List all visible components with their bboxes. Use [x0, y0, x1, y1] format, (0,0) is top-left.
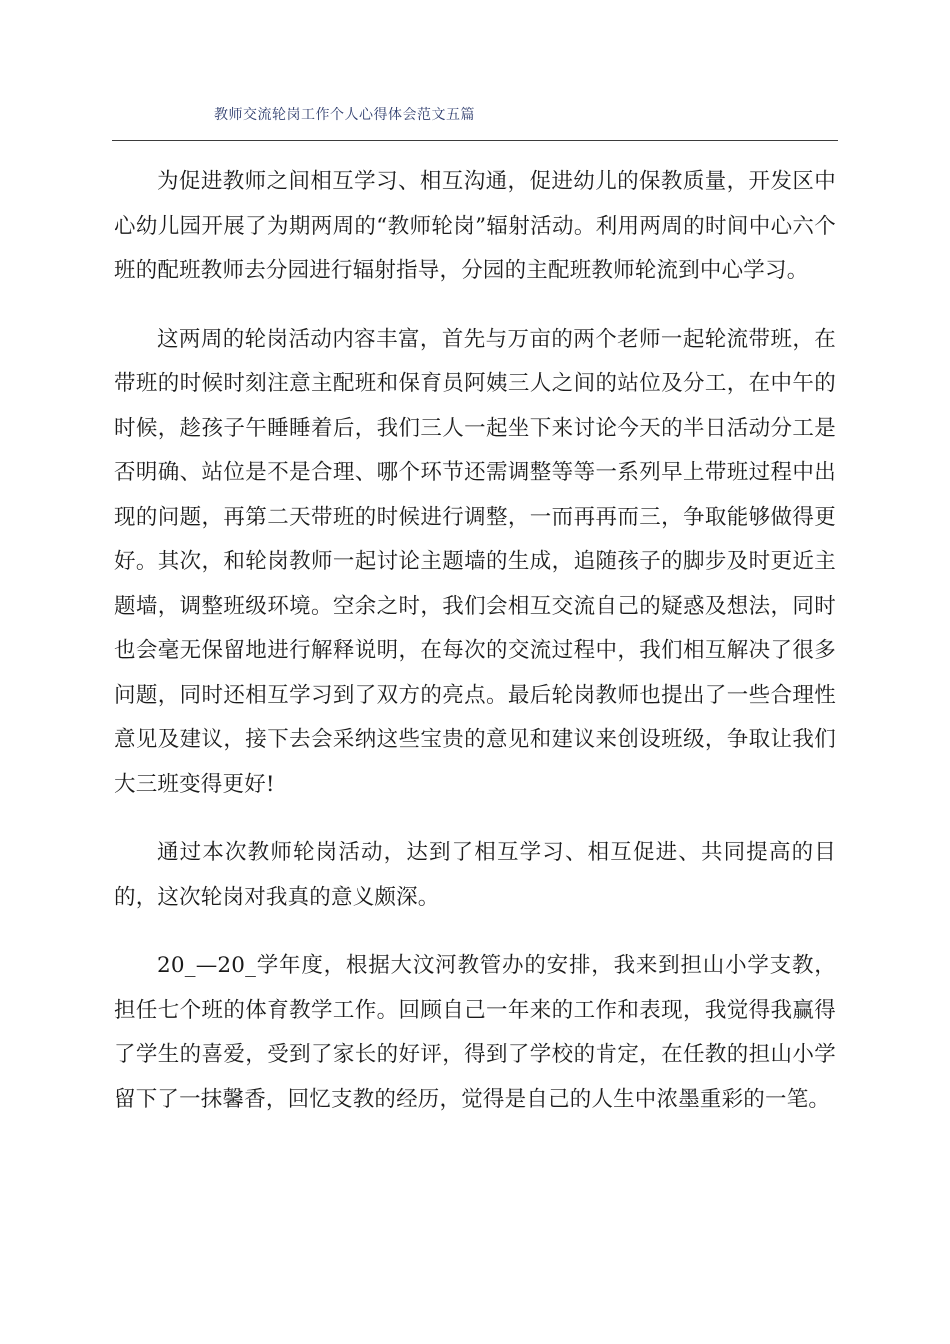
paragraph-3: 通过本次教师轮岗活动，达到了相互学习、相互促进、共同提高的目的，这次轮岗对我真的意义颇深。 [114, 840, 836, 910]
running-header: 教师交流轮岗工作个人心得体会范文五篇 [214, 107, 475, 123]
paragraph-2: 这两周的轮岗活动内容丰富，首先与万亩的两个老师一起轮流带班，在带班的时候时刻注意主配班和保育员阿姨三人之间的站位及分工，在中午的时候，趁孩子午睡睡着后，我们三人一起坐下来讨论今天的半日活动分工是否明确、站位是不是合理、哪个环节还需调整等等一系列早上带班过程中出现的问题，再第二天带班的时候进行调整，一而再再而三，争取能够做得更好。其次，和轮岗教师一起讨论主题墙的生成，追随孩子的脚步及时更近主题墙，调整班级环境。空余之时，我们会相互交流自己的疑惑及想法，同时也会毫无保留地进行解释说明，在每次的交流过程中，我们相互解决了很多问题，同时还相互学习到了双方的亮点。最后轮岗教师也提出了一些合理性意见及建议，接下去会采纳这些宝贵的意见和建议来创设班级，争取让我们大三班变得更好! [114, 326, 836, 797]
paragraph-1: 为促进教师之间相互学习、相互沟通，促进幼儿的保教质量，开发区中心幼儿园开展了为期两周的“教师轮岗”辐射活动。利用两周的时间中心六个班的配班教师去分园进行辐射指导，分园的主配班教师轮流到中心学习。 [114, 169, 836, 283]
document-body [114, 160, 836, 1122]
paragraph-4: 20_—20_学年度，根据大汶河教管办的安排，我来到担山小学支教，担任七个班的体育教学工作。回顾自己一年来的工作和表现，我觉得我赢得了学生的喜爱，受到了家长的好评，得到了学校的肯定，在任教的担山小学留下了一抹馨香，回忆支教的经历，觉得是自己的人生中浓墨重彩的一笔。 [114, 953, 836, 1112]
header-divider [112, 140, 838, 141]
